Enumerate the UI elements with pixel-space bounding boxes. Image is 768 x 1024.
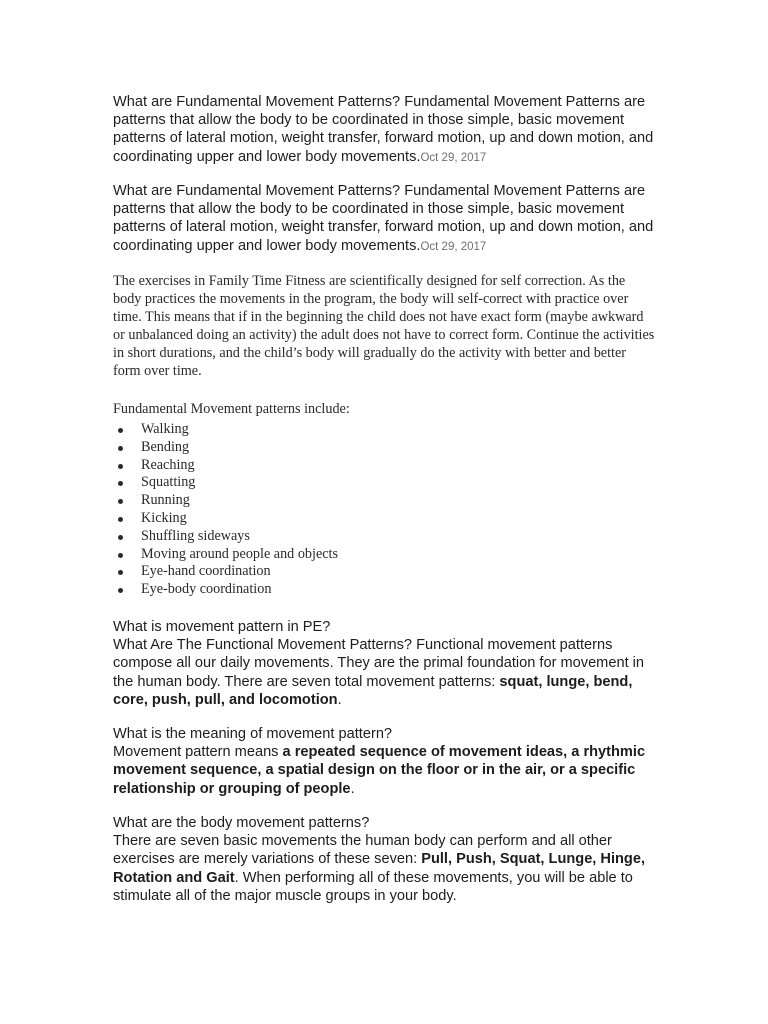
bullet-icon [118, 464, 123, 469]
list-item: Running [113, 492, 658, 510]
list-item: Bending [113, 439, 658, 457]
list-item: Walking [113, 421, 658, 439]
movement-list [113, 421, 658, 599]
section-body-end: . When performing all of these movements, you will be able to stimulate all of the major muscle groups in your body. [113, 869, 633, 904]
intro-paragraph-2-date: Oct 29, 2017 [420, 240, 487, 253]
section-meaning-bold: a repeated sequence of movement ideas, a rhythmic movement sequence, a spatial design on the floor or in the air, or a specific relationship or grouping of people [113, 744, 646, 797]
bullet-icon [118, 553, 123, 558]
section-pe-question: What is movement pattern in PE? [113, 619, 331, 635]
bullet-icon [118, 428, 123, 433]
section-body [113, 814, 658, 905]
intro-paragraph-2-text: What are Fundamental Movement Patterns? Fundamental Movement Patterns are patterns that allow the body to be coordinated in those simple, basic movement patterns of lateral motion, weight transfer, forward motion, up and down motion, and coordinating upper and lower body movements. [113, 183, 654, 254]
section-meaning-question: What is the meaning of movement pattern? [113, 726, 393, 742]
section-pe-text: What Are The Functional Movement Patterns? Functional movement patterns compose all our daily movements. They are the primal foundation for movement in the human body. There are seven total movement patterns: [113, 637, 645, 690]
intro-paragraph-1 [113, 93, 658, 167]
section-body-bold: Pull, Push, Squat, Lunge, Hinge, Rotation and Gait [113, 851, 646, 886]
intro-paragraph-1-date: Oct 29, 2017 [420, 151, 487, 164]
section-meaning-end: . [350, 780, 355, 797]
exercises-paragraph: The exercises in Family Time Fitness are scientifically designed for self correction. As the body practices the movements in the program, the body will self-correct with practice over time. This means that if in the beginning the child does not have exact form (maybe awkward or unbalanced doing an activity) the adult does not have to correct form. Continue the activities in short durations, and the child’s body will gradually do the activity with better and better form over time. [113, 273, 655, 379]
bullet-icon [118, 517, 123, 522]
list-item: Eye-body coordination [113, 581, 658, 599]
section-body-text: There are seven basic movements the human body can perform and all other exercises are merely variations of these seven: [113, 833, 612, 868]
bullet-icon [118, 499, 123, 504]
section-meaning-text: Movement pattern means [113, 744, 283, 761]
list-item: Shuffling sideways [113, 528, 658, 546]
section-pe-bold: squat, lunge, bend, core, push, pull, and locomotion [113, 673, 633, 708]
list-item: Eye-hand coordination [113, 563, 658, 581]
section-meaning [113, 725, 658, 798]
bullet-icon [118, 481, 123, 486]
bullet-icon [118, 588, 123, 593]
section-pe [113, 618, 658, 709]
section-pe-end: . [337, 691, 342, 708]
movement-list-intro: Fundamental Movement patterns include: [113, 401, 350, 417]
list-item: Moving around people and objects [113, 546, 658, 564]
bullet-icon [118, 446, 123, 451]
intro-paragraph-1-text: What are Fundamental Movement Patterns? Fundamental Movement Patterns are patterns that allow the body to be coordinated in those simple, basic movement patterns of lateral motion, weight transfer, forward motion, up and down motion, and coordinating upper and lower body movements. [113, 94, 654, 165]
section-body-question: What are the body movement patterns? [113, 815, 370, 831]
bullet-icon [118, 535, 123, 540]
list-item: Squatting [113, 474, 658, 492]
list-item: Reaching [113, 457, 658, 475]
intro-paragraph-2 [113, 182, 658, 256]
bullet-icon [118, 570, 123, 575]
list-item: Kicking [113, 510, 658, 528]
